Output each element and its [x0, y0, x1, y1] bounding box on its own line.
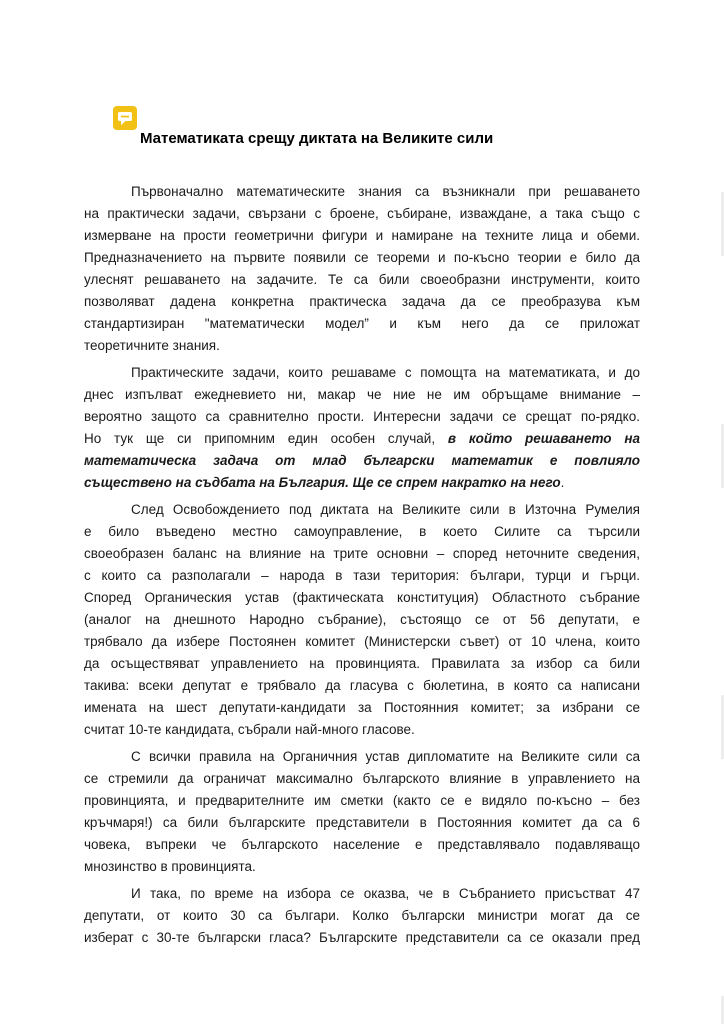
text-line — [84, 812, 640, 834]
emphasized-text: в който решаването на — [447, 431, 640, 446]
text-line — [84, 609, 640, 631]
body-text: След Освобождението под диктата на Великите сили в Източна Румелия — [131, 502, 640, 517]
text-line — [84, 225, 640, 247]
text-line — [84, 406, 640, 428]
body-text: мнозинство в провинцията. — [84, 859, 256, 874]
text-line — [84, 313, 640, 335]
text-line — [84, 203, 640, 225]
body-text: днес изпълват ежедневието ни, макар че ние не им обръщаме внимание – — [84, 387, 640, 402]
body-text: Практическите задачи, които решаваме с помощта на математиката, и до — [131, 365, 640, 380]
body-text: считат 10-те кандидата, събрали най-много гласове. — [84, 722, 415, 737]
body-text: позволяват дадена конкретна практическа задача да се преобразува към — [84, 294, 640, 309]
body-text: имената на шест депутати-кандидати за Постоянния комитет; за избрани се — [84, 700, 640, 715]
document-title: Математиката срещу диктата на Великите сили — [140, 130, 494, 147]
text-line — [84, 181, 640, 203]
comment-icon[interactable] — [113, 106, 137, 130]
body-text: Първоначално математическите знания са възникнали при решаването — [131, 184, 640, 199]
body-text: кръчмаря!) са били българските представители в Постоянния комитет да са 6 — [84, 815, 640, 830]
body-text: Предназначението на първите появили се теореми и по-късно теории е било да — [84, 250, 640, 265]
body-text: вероятно защото са сравнително прости. Интересни задачи се срещат по-рядко. — [84, 409, 640, 424]
text-line — [84, 927, 640, 949]
text-line — [84, 631, 640, 653]
body-text: изберат с 30-те български гласа? Българските представители са се оказали пред — [84, 930, 640, 945]
body-text: депутати, от които 30 са българи. Колко български министри могат да се — [84, 908, 640, 923]
text-line — [84, 384, 640, 406]
paragraph — [84, 499, 640, 741]
text-line — [84, 746, 640, 768]
body-text: да осъществяват управлението на провинцията. Правилата за избор са били — [84, 656, 640, 671]
body-text: се стремили да ограничат максимално българското влияние в управлението на — [84, 771, 640, 786]
comment-icon-glyph — [113, 106, 137, 130]
text-line — [84, 790, 640, 812]
text-line — [84, 543, 640, 565]
text-line — [84, 362, 640, 384]
text-line — [84, 883, 640, 905]
body-text: . — [560, 475, 565, 490]
text-line — [84, 856, 640, 878]
text-line — [84, 565, 640, 587]
paragraph — [84, 746, 640, 878]
text-line — [84, 768, 640, 790]
body-text: улеснят решаването на задачите. Те са били своеобразни инструменти, които — [84, 272, 640, 287]
text-line — [84, 291, 640, 313]
text-line — [84, 587, 640, 609]
body-text: своеобразен баланс на влияние на трите основни – според неточните сведения, — [84, 546, 640, 561]
body-text: измерване на прости геометрични фигури и намиране на техните лица и обеми. — [84, 228, 640, 243]
paragraph — [84, 883, 640, 949]
text-line — [84, 905, 640, 927]
text-line — [84, 247, 640, 269]
text-line — [84, 428, 640, 450]
text-line — [84, 675, 640, 697]
body-text: И така, по време на избора се оказва, че в Събранието присъстват 47 — [131, 886, 640, 901]
body-text: с които са разполагали – народа в тази територия: българи, турци и гърци. — [84, 568, 640, 583]
text-line — [84, 472, 640, 494]
text-line — [84, 697, 640, 719]
text-line — [84, 653, 640, 675]
body-text: стандартизиран "математически модел” и към него да се приложат — [84, 316, 640, 331]
body-text: такива: всеки депутат е трябвало да гласува с бюлетина, в която са написани — [84, 678, 640, 693]
text-line — [84, 450, 640, 472]
page-body — [84, 181, 640, 954]
body-text: Но тук ще си припомним един особен случай, — [84, 431, 448, 446]
text-line — [84, 269, 640, 291]
text-line — [84, 335, 640, 357]
body-text: човека, въпреки че българското население е представлявало подавляващо — [84, 837, 640, 852]
emphasized-text: съществено на съдбата на България. Ще се спрем накратко на него — [84, 475, 561, 490]
body-text: (аналог на днешното Народно събрание), състоящо се от 56 депутати, е — [84, 612, 640, 627]
text-line — [84, 719, 640, 741]
emphasized-text: математическа задача от млад български математик е повлияло — [84, 453, 640, 468]
text-line — [84, 834, 640, 856]
body-text: теоретичните знания. — [84, 338, 220, 353]
text-line — [84, 521, 640, 543]
body-text: на практически задачи, свързани с броене, събиране, изваждане, а така също с — [84, 206, 640, 221]
body-text: С всички правила на Органичния устав дипломатите на Великите сили са — [131, 749, 640, 764]
paragraph — [84, 362, 640, 494]
body-text: трябвало да избере Постоянен комитет (Министерски съвет) от 10 члена, които — [84, 634, 640, 649]
body-text: провинцията, и предварителните им сметки (както се е видяло по-късно – без — [84, 793, 640, 808]
text-line — [84, 499, 640, 521]
body-text: Според Органическия устав (фактическата конституция) Областното събрание — [84, 590, 640, 605]
paragraph — [84, 181, 640, 357]
body-text: е било въведено местно самоуправление, в което Силите са търсили — [84, 524, 640, 539]
